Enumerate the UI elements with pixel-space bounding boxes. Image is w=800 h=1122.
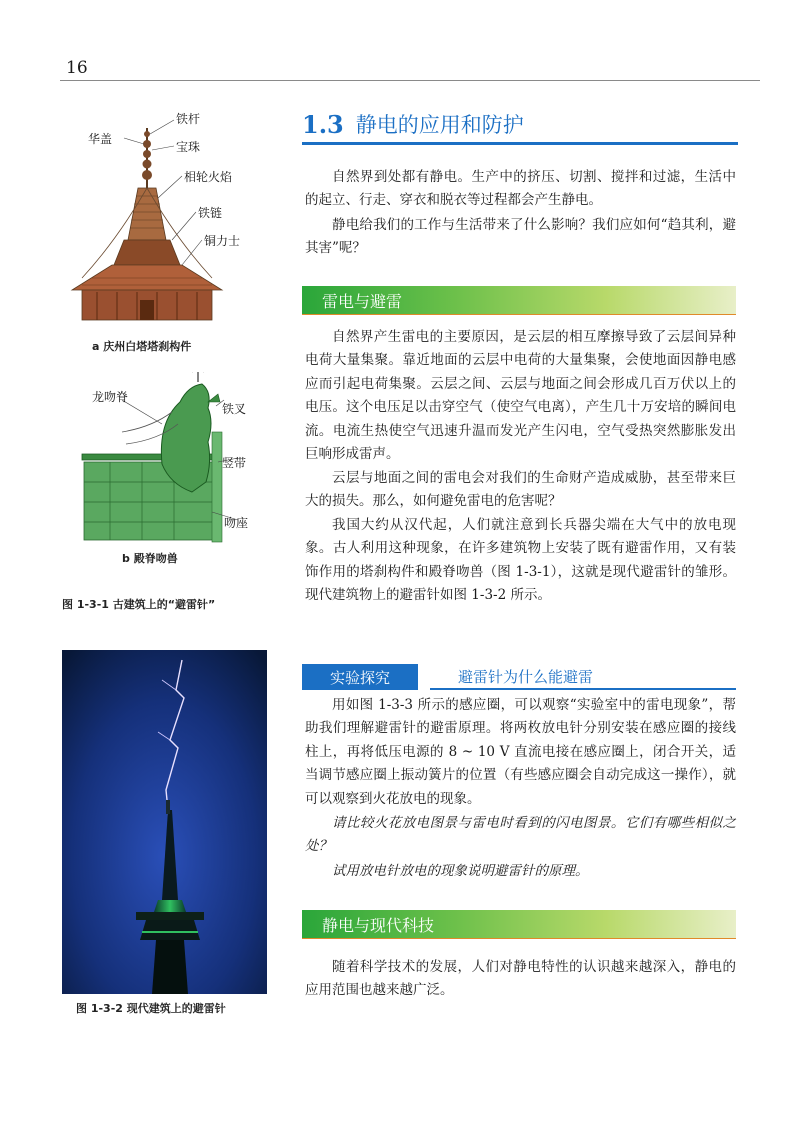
section-title <box>302 106 738 145</box>
lightning-rod-tower-photo <box>62 650 267 994</box>
label-longwenji: 龙吻脊 <box>92 390 129 404</box>
label-huagai: 华盖 <box>88 132 113 146</box>
section-name: 静电的应用和防护 <box>355 113 524 137</box>
subheading-lightning-rule <box>302 314 736 315</box>
lightning-paragraph-2: 云层与地面之间的雷电会对我们的生命财产造成威胁，甚至带来巨大的损失。那么，如何避免雷电的危害呢？ <box>305 470 736 510</box>
section-number: 1.3 <box>302 109 344 139</box>
figure-b-caption: b 殿脊吻兽 <box>122 552 178 565</box>
experiment-question-1: 请比较火花放电图景与雷电时看到的闪电图景。它们有哪些相似之处？ <box>305 815 736 855</box>
experiment-separator <box>418 664 430 690</box>
label-tielian: 铁链 <box>198 206 223 220</box>
intro-paragraph-2: 静电给我们的工作与生活带来了什么影响？我们应如何“趋其利，避其害”呢？ <box>305 217 736 257</box>
figure-column <box>62 100 272 1040</box>
page-number: 16 <box>66 58 88 78</box>
intro-paragraph-1: 自然界到处都有静电。生产中的挤压、切割、搅拌和过滤，生活中的起立、行走、穿衣和脱衣等过程都会产生静电。 <box>305 169 736 209</box>
label-tiegan: 铁杆 <box>176 112 201 126</box>
experiment-question-2: 试用放电针放电的现象说明避雷针的原理。 <box>332 863 589 879</box>
subheading-modern-tech-rule <box>302 938 736 939</box>
label-tonglishi: 铜力士 <box>204 234 241 248</box>
label-wenzuo: 吻座 <box>224 516 249 530</box>
subheading-lightning: 雷电与避雷 <box>302 286 736 314</box>
figure-1-3-1-caption: 图 1-3-1 古建筑上的“避雷针” <box>62 598 216 611</box>
label-shudai: 竖带 <box>222 456 247 470</box>
label-xianglun: 相轮火焰 <box>184 170 233 184</box>
experiment-header <box>302 664 736 690</box>
modern-tech-paragraph: 随着科学技术的发展，人们对静电特性的认识越来越深入，静电的应用范围也越来越广泛。 <box>305 959 736 999</box>
label-tiecha: 铁叉 <box>222 402 247 416</box>
experiment-paragraph: 用如图 1-3-3 所示的感应圈，可以观察“实验室中的雷电现象”，帮助我们理解避雷针的避雷原理。将两枚放电针分别安装在感应圈的接线柱上，再将低压电源的 8 ~ 10 V 直流电接在感应圈上，闭合开关，适当调节感应圈上振动簧片的位置（有些感应圈会自动完成这一操作），就可以观察到火花放电的现象。 <box>305 697 736 807</box>
lightning-paragraph-1: 自然界产生雷电的主要原因，是云层的相互摩擦导致了云层间异种电荷大量集聚。靠近地面的云层中电荷的大量集聚，会使地面因静电感应而引起电荷集聚。云层之间、云层与地面之间会形成几百万伏以上的电压。这个电压足以击穿空气（使空气电离），产生几十万安培的瞬间电流。电流生热使空气迅速升温而发光产生闪电，空气受热突然膨胀发出巨响形成雷声。 <box>305 329 736 463</box>
label-baozhu: 宝珠 <box>176 140 201 154</box>
experiment-title: 避雷针为什么能避雷 <box>430 664 736 690</box>
subheading-modern-tech: 静电与现代科技 <box>302 910 736 938</box>
figure-a-caption: a 庆州白塔塔刹构件 <box>92 340 192 353</box>
lightning-paragraph-3: 我国大约从汉代起，人们就注意到长兵器尖端在大气中的放电现象。古人利用这种现象，在许多建筑物上安装了既有避雷作用，又有装饰作用的塔刹构件和殿脊吻兽（图 1-3-1），这就是现代避雷针的雏形。现代建筑物上的避雷针如图 1-3-2 所示。 <box>305 517 736 604</box>
header-rule <box>60 80 760 81</box>
figure-1-3-2-caption: 图 1-3-2 现代建筑上的避雷针 <box>76 1002 226 1015</box>
experiment-tag: 实验探究 <box>302 664 418 690</box>
